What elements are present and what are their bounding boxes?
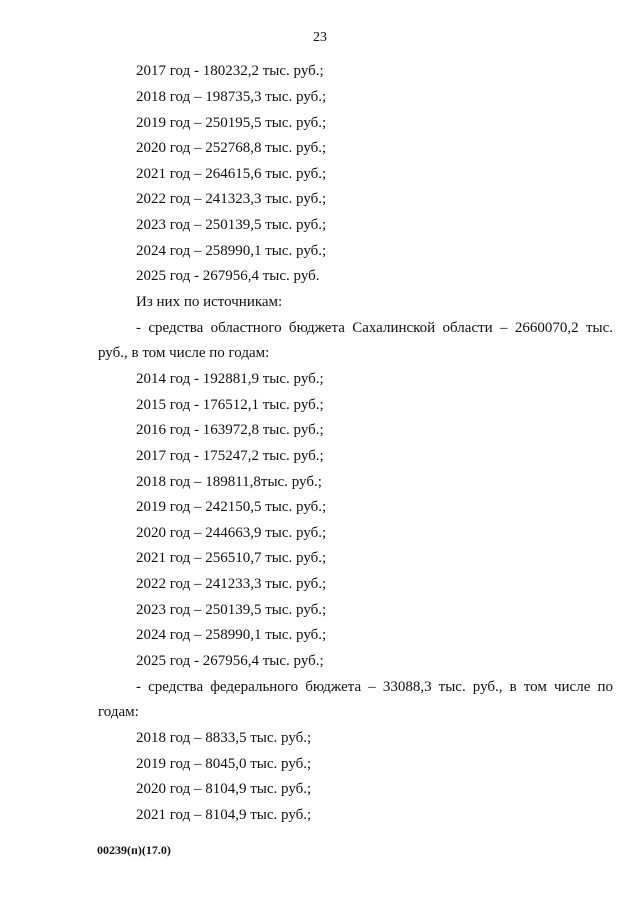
document-code: 00239(п)(17.0) (97, 843, 171, 857)
year-line: 2017 год - 175247,2 тыс. руб.; (136, 448, 324, 464)
page-number: 23 (313, 30, 327, 45)
year-line: 2024 год – 258990,1 тыс. руб.; (136, 627, 327, 643)
year-line: 2022 год – 241323,3 тыс. руб.; (136, 191, 327, 207)
regional-budget-paragraph-cont: руб., в том числе по годам: (98, 345, 270, 361)
regional-budget-paragraph: - средства областного бюджета Сахалинской области – 2660070,2 тыс. (136, 320, 613, 336)
year-line: 2015 год - 176512,1 тыс. руб.; (136, 397, 324, 413)
year-line: 2020 год – 244663,9 тыс. руб.; (136, 525, 327, 541)
sources-intro: Из них по источникам: (136, 294, 283, 310)
federal-budget-paragraph-cont: годам: (98, 704, 139, 720)
year-line: 2021 год – 8104,9 тыс. руб.; (136, 807, 312, 823)
year-line: 2025 год - 267956,4 тыс. руб. (136, 268, 320, 284)
year-line: 2016 год - 163972,8 тыс. руб.; (136, 422, 324, 438)
year-line: 2018 год – 198735,3 тыс. руб.; (136, 89, 327, 105)
year-line: 2019 год – 8045,0 тыс. руб.; (136, 756, 312, 772)
year-line: 2020 год – 252768,8 тыс. руб.; (136, 140, 327, 156)
year-line: 2020 год – 8104,9 тыс. руб.; (136, 781, 312, 797)
year-line: 2022 год – 241233,3 тыс. руб.; (136, 576, 327, 592)
year-line: 2019 год – 250195,5 тыс. руб.; (136, 115, 327, 131)
federal-budget-paragraph: - средства федерального бюджета – 33088,3 тыс. руб., в том числе по (136, 679, 613, 695)
year-line: 2024 год – 258990,1 тыс. руб.; (136, 243, 327, 259)
year-line: 2017 год - 180232,2 тыс. руб.; (136, 63, 324, 79)
year-line: 2021 год – 256510,7 тыс. руб.; (136, 550, 327, 566)
year-line: 2021 год – 264615,6 тыс. руб.; (136, 166, 327, 182)
year-line: 2025 год - 267956,4 тыс. руб.; (136, 653, 324, 669)
year-line: 2014 год - 192881,9 тыс. руб.; (136, 371, 324, 387)
year-line: 2023 год – 250139,5 тыс. руб.; (136, 217, 327, 233)
year-line: 2023 год – 250139,5 тыс. руб.; (136, 602, 327, 618)
year-line: 2018 год – 189811,8тыс. руб.; (136, 474, 322, 490)
year-line: 2019 год – 242150,5 тыс. руб.; (136, 499, 327, 515)
year-line: 2018 год – 8833,5 тыс. руб.; (136, 730, 312, 746)
